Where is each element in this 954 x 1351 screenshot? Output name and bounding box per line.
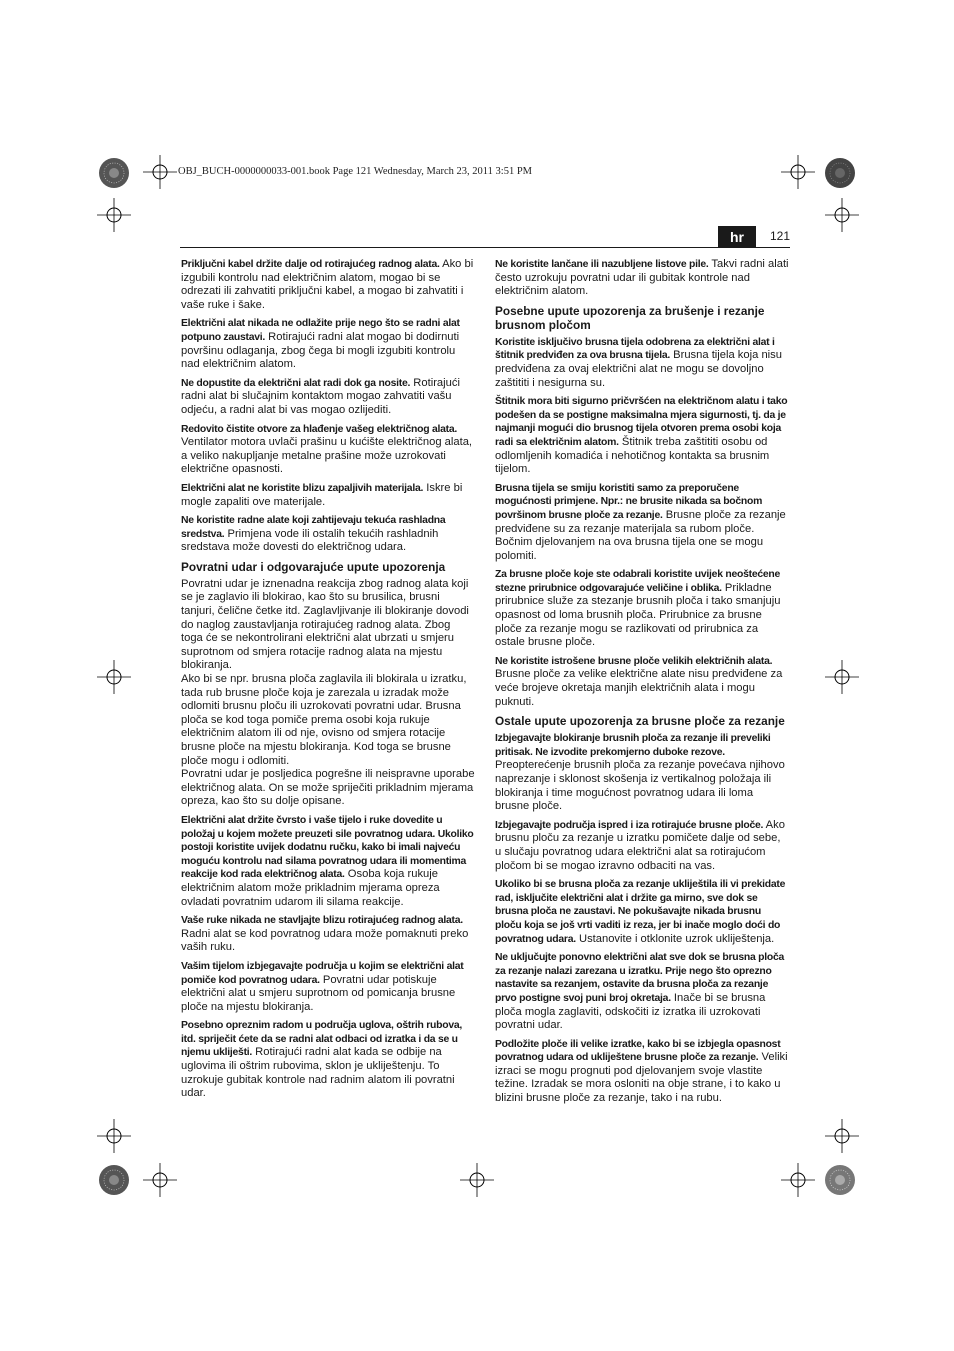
- safety-paragraph: [181, 814, 475, 909]
- paragraph-lead: Ukoliko bi se brusna ploča za rezanje ukliještila ili vi prekidate rad, isključite električni alat i držite ga mirno, sve dok se brusna ploča ne zaustavi. Ne pokušavajte nikada brusnu ploču koja se još vrti vaditi iz reza, jer bi inače moglo doći do povratnog udara.: [495, 879, 786, 945]
- right-column: [495, 258, 789, 1111]
- kickback-text: Ako bi se npr. brusna ploča zaglavila ili blokirala u izratku, tada rub brusne ploče koja je zarezala u izradak može odlomiti brusnu ploču ili uzrokovati povratni udar. Brusna ploča se kod toga pomiče prema osobi koja rukuje električnim alatom ili od nje, ovisno od smjera rotacije brusne ploče na mjestu blokiranja. Kod toga se brusne ploče mogu i odlomiti.: [181, 673, 467, 767]
- registration-mark: [143, 1163, 177, 1197]
- registration-mark: [97, 660, 131, 694]
- safety-paragraph: [495, 819, 789, 873]
- kickback-text: Povratni udar je posljedica pogrešne ili neispravne uporabe električnog alata. On se može spriječiti prikladnim mjerama opreza, kao što su dolje opisane.: [181, 768, 475, 808]
- safety-paragraph: [181, 482, 475, 509]
- paragraph-lead: Priključni kabel držite dalje od rotirajućeg radnog alata.: [181, 259, 440, 270]
- paragraph-body: Radni alat se kod povratnog udara može pomaknuti preko vaših ruku.: [181, 927, 469, 954]
- color-wheel-mark-bottom-left: [98, 1164, 130, 1196]
- paragraph-body: Takvi radni alati često uzrokuju povratni udar ili gubitak kontrole nad električnim alatom.: [495, 258, 789, 298]
- paragraph-body: Osoba koja rukuje električnim alatom može prikladnim mjerama opreza ovladati povratnim udarom ili silama reakcije.: [181, 868, 440, 908]
- paragraph-lead: Ne koristite istrošene brusne ploče velikih električnih alata.: [495, 655, 773, 667]
- safety-paragraph: [181, 960, 475, 1014]
- paragraph-lead: Ne uključujte ponovno električni alat sve dok se brusna ploča za rezanje nalazi zarezana u izratku. Prije nego što oprezno nastavite sa rezanjem, ostavite da brusna ploča za rezanje prvo postigne svoj puni broj okretaja.: [495, 952, 785, 1004]
- paragraph-body: Ventilator motora uvlači prašinu u kućište električnog alata, a veliko nakupljanje metalne prašine može uzrokovati električne opasnosti.: [181, 436, 473, 476]
- paragraph-lead: Ne koristite lančane ili nazubljene listove pile.: [495, 259, 709, 270]
- paragraph-lead: Posebno opreznim radom u područja uglova, oštrih rubova, itd. spriječit ćete da se radni alat odbaci od izratka i da se u njemu ukliješti.: [181, 1020, 463, 1059]
- safety-paragraph: [495, 951, 789, 1033]
- section-heading: Ostale upute upozorenja za brusne ploče za rezanje: [495, 714, 785, 729]
- paragraph-body: Ako bi izgubili kontrolu nad električnim alatom, mogao bi se odrezati ili zahvatiti priključni kabel, a mogao bi zahvatiti i vaše ruke i šake.: [181, 258, 474, 311]
- paragraph-lead: Vašim tijelom izbjegavajte područja u kojim se električni alat pomiče kod povratnog udara.: [181, 960, 464, 986]
- paragraph-body: Rotirajući radni alat bi slučajnim kontaktom mogao zahvatiti vašu odjeću, a radni alat bi vas mogao ozlijediti.: [181, 376, 460, 416]
- paragraph-body: Veliki izraci se mogu prognuti pod djelovanjem svoje vlastite težine. Izradak se mora osloniti na obje strane, i to kako u blizini brusne ploče za rezanje, tako i na rubu.: [495, 1051, 788, 1105]
- section-heading: Povratni udar i odgovarajuće upute upozorenja: [181, 559, 446, 574]
- safety-paragraph: [495, 1038, 789, 1106]
- left-column: [181, 258, 475, 1106]
- safety-paragraph: [181, 258, 475, 312]
- paragraph-body: Rotirajući radni alat kada se odbije na uglovima ili oštrim rubovima, sklon je ukliještenju. To uzrokuje gubitak kontrole nad radnim alatom ili povratni udar.: [181, 1046, 455, 1100]
- safety-paragraph: [495, 568, 789, 650]
- paragraph-body: Brusne ploče za velike električne alate nisu predviđene za veće brojeve okretaja manjih električnih alata i mogu puknuti.: [495, 668, 783, 708]
- kickback-text: Povratni udar je iznenadna reakcija zbog radnog alata koji se je zaglavio ili blokirao, kao što su brusilica, brusni tanjuri, čelične četke itd. Zaglavljivanje ili blokiranje dovodi do naglog zaustavljanja rotirajućeg radnog alata. Zbog toga će se nekontrolirani električni alat ubrzati u smjeru suprotnom od smjera rotacije radnog alata na mjestu blokiranja.: [181, 577, 469, 672]
- safety-paragraph: [181, 914, 475, 955]
- paragraph-lead: Vaše ruke nikada ne stavljajte blizu rotirajućeg radnog alata.: [181, 915, 463, 927]
- page-number: 121: [770, 229, 791, 243]
- registration-mark: [97, 1119, 131, 1153]
- paragraph-body: Primjena vode ili ostalih tekućih rashladnih sredstava može dovesti do električnog udara.: [181, 527, 439, 554]
- registration-mark: [781, 1163, 815, 1197]
- paragraph-body: Brusne ploče za rezanje predviđene su za rezanje materijala sa rubom ploče. Bočnim djelovanjem na ova brusna tijela one se mogu polomiti.: [495, 508, 786, 562]
- registration-mark: [825, 1119, 859, 1153]
- safety-paragraph: [495, 655, 789, 709]
- paragraph-lead: Ne dopustite da električni alat radi dok ga nosite.: [181, 377, 411, 389]
- paragraph-body: Rotirajući radni alat mogao bi dodirnuti površinu odlaganja, zbog čega bi mogli izgubiti kontrolu nad električnim alatom.: [181, 330, 460, 371]
- paragraph-lead: Koristite isključivo brusna tijela odobrena za električni alat i štitnik predviđen za ova brusna tijela.: [495, 336, 775, 362]
- paragraph-body: Povratni udar potiskuje električni alat u smjeru suprotnom od pomicanja brusne ploče na mjestu blokiranja.: [181, 973, 456, 1013]
- paragraph-body: Iskre bi mogle zapaliti ove materijale.: [181, 481, 463, 508]
- color-wheel-mark-top-right: [824, 157, 856, 189]
- registration-mark: [781, 155, 815, 189]
- registration-mark: [97, 198, 131, 232]
- paragraph-lead: Redovito čistite otvore za hlađenje vašeg električnog alata.: [181, 423, 458, 435]
- header-rule: [180, 247, 790, 248]
- paragraph-body: Inače bi se brusna ploča mogla zaglaviti, odskočiti iz izratka ili uzrokovati povratni udar.: [495, 991, 766, 1032]
- safety-paragraph: [181, 317, 475, 371]
- safety-paragraph: [495, 482, 789, 564]
- registration-mark: [460, 1163, 494, 1197]
- paragraph-body: Preopterećenje brusnih ploča za rezanje povećava njihovo naprezanje i sklonost skošenja iz vertikalnog položaja ili blokiranja i time mogućnost povratnog udara ili loma brusne ploče.: [495, 759, 785, 813]
- language-badge: hr: [718, 226, 756, 248]
- paragraph-body: Štitnik treba zaštititi osobu od odlomljenih komadića i nehotičnog kontakta sa brusnim tijelom.: [495, 435, 770, 476]
- color-wheel-mark-bottom-right: [824, 1164, 856, 1196]
- paragraph-body: Prikladne prirubnice služe za stezanje brusnih ploča i tako smanjuju opasnost od loma brusnih ploča. Prirubnice za brusne ploče za rezanje mogu se razlikovati od prirubnica za ostale brusne ploče.: [495, 581, 781, 649]
- paragraph-body: Brusna tijela koja nisu predviđena za ovaj električni alat ne mogu se dovoljno zaštititi i nesigurna su.: [495, 349, 782, 389]
- paragraph-lead: Podložite ploče ili velike izratke, kako bi se izbjegla opasnost povratnog udara od ukliještene brusne ploče za rezanje.: [495, 1038, 781, 1064]
- paragraph-lead: Električni alat držite čvrsto i vaše tijelo i ruke dovedite u položaj u kojem možete preuzeti sile povratnog udara. Ukoliko postoji koristite uvijek dodatnu ručku, kako bi imali najveću moguću kontrolu nad silama povratnog udara ili momentima reakcije kod rada električnog alata.: [181, 814, 474, 881]
- safety-paragraph: [495, 395, 789, 477]
- safety-paragraph: [495, 878, 789, 946]
- paragraph-lead: Brusna tijela se smiju koristiti samo za preporučene mogućnosti primjene. Npr.: ne brusite nikada sa bočnom površinom brusne ploče za rezanje.: [495, 482, 763, 521]
- safety-paragraph: [181, 377, 475, 418]
- paragraph-lead: Izbjegavajte područja ispred i iza rotirajuće brusne ploče.: [495, 819, 764, 831]
- paragraph-lead: Za brusne ploče koje ste odabrali koristite uvijek neoštećene stezne prirubnice odgovarajuće veličine i oblika.: [495, 569, 781, 594]
- paragraph-lead: Ne koristite radne alate koji zahtijevaju tekuća rashladna sredstva.: [181, 515, 446, 540]
- paragraph-lead: Izbjegavajte blokiranje brusnih ploča za rezanje ili preveliki pritisak. Ne izvodite prekomjerno duboke rezove.: [495, 733, 771, 758]
- paragraph-lead: Električni alat ne koristite blizu zapaljivih materijala.: [181, 482, 424, 494]
- paragraph-body: Ustanovite i otklonite uzrok ukliještenja.: [575, 932, 775, 945]
- safety-paragraph: [181, 514, 475, 555]
- registration-mark: [825, 660, 859, 694]
- print-header: OBJ_BUCH-0000000033-001.book Page 121 Wednesday, March 23, 2011 3:51 PM: [178, 166, 532, 177]
- color-wheel-mark-top-left: [98, 157, 130, 189]
- paragraph-body: Ako brusnu ploču za rezanje u izratku pomičete dalje od sebe, u slučaju povratnog udara električni alat sa rotirajućom pločom bi se mogao izravno odbaciti na vas.: [495, 818, 785, 872]
- registration-mark: [143, 155, 177, 189]
- section-heading: Posebne upute upozorenja za brušenje i rezanje brusnom pločom: [495, 303, 765, 332]
- safety-paragraph: [181, 1019, 475, 1101]
- paragraph-lead: Električni alat nikada ne odlažite prije nego što se radni alat potpuno zaustavi.: [181, 318, 460, 343]
- safety-paragraph: [495, 336, 789, 390]
- safety-paragraph: [495, 732, 789, 814]
- safety-paragraph: [495, 258, 789, 299]
- safety-paragraph: [181, 423, 475, 477]
- paragraph-lead: Štitnik mora biti sigurno pričvršćen na električnom alatu i tako podešen da se postigne maksimalna mjera sigurnosti, tj. da je najmanji mogući dio brusnog tijela otvoren prema osobi koja radi sa električnim alatom.: [495, 396, 788, 448]
- registration-mark: [825, 198, 859, 232]
